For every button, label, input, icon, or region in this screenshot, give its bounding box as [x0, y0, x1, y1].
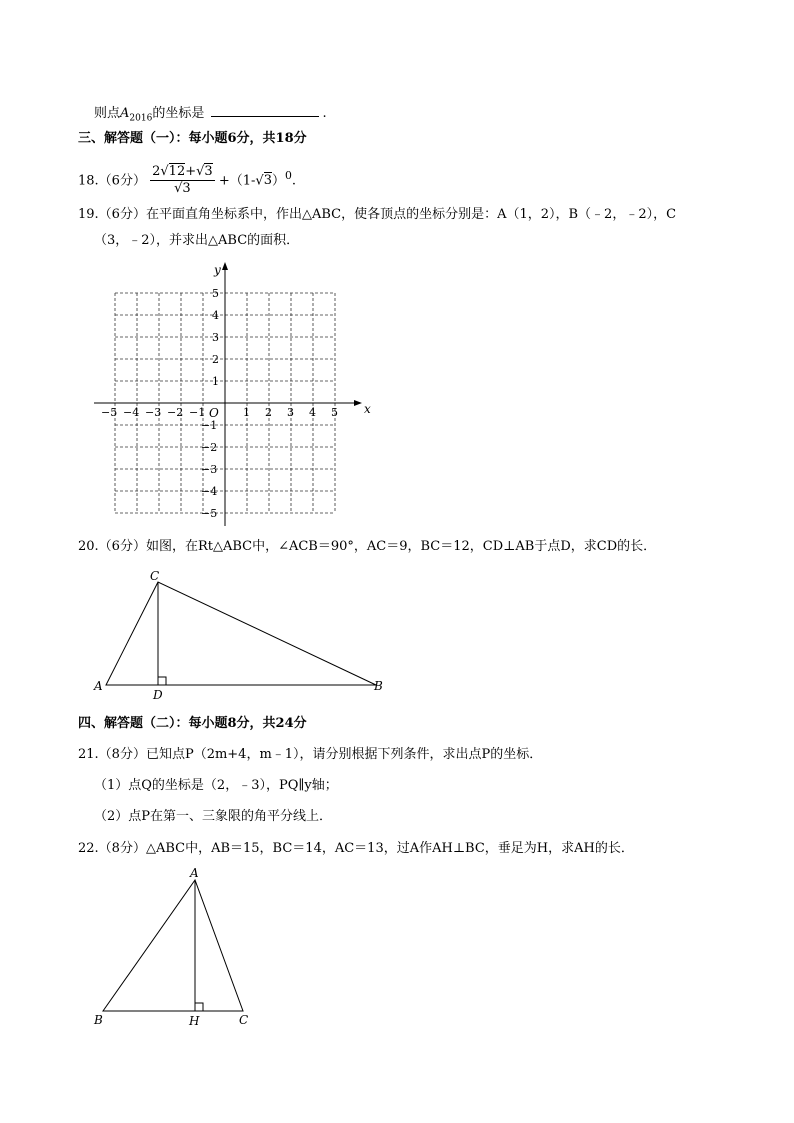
q17-tail: 则点$A_{2016}$的坐标是 . [94, 103, 327, 128]
x-tick-label: 1 [243, 406, 250, 419]
triangle-abc [106, 582, 376, 685]
x-tick-label: 2 [265, 406, 272, 419]
x-tick-label: −1 [189, 406, 206, 419]
x-tick-label: −3 [145, 406, 162, 419]
q18-fraction: $\frac{2√12+√3}{√3}$ [152, 164, 213, 197]
right-angle-mark [158, 677, 166, 685]
y-tick-label: 5 [212, 287, 219, 300]
q20-figure [88, 566, 398, 702]
right-angle-mark-2 [195, 1003, 203, 1011]
label-a-2: A [190, 866, 199, 880]
question-21-part1: （1）点Q的坐标是（2，﹣3），PQ∥y轴； [94, 778, 338, 793]
label-a: A [94, 679, 103, 693]
y-tick-label: 1 [212, 375, 219, 388]
y-tick-label: −5 [201, 507, 218, 520]
question-19-line1: 19.（6分）在平面直角坐标系中，作出△ABC，使各顶点的坐标分别是：A（1，2），B（﹣2，﹣2），C [78, 207, 677, 222]
y-tick-label: 4 [212, 309, 219, 322]
y-tick-label: 3 [212, 331, 219, 344]
section-4-heading: 四、解答题（二）：每小题8分，共24分 [78, 716, 307, 731]
answer-blank[interactable] [211, 103, 319, 117]
x-tick-label: 4 [309, 406, 316, 419]
origin-label: O [209, 406, 219, 420]
question-21-line1: 21.（8分）已知点P（2m+4，m﹣1），请分别根据下列条件，求出点P的坐标． [78, 747, 543, 762]
y-axis-label: y [214, 263, 221, 277]
x-tick-label: −2 [167, 406, 184, 419]
y-axis-arrow [222, 262, 228, 270]
question-18: 18.（6分） $\frac{2√12+√3}{√3}$ $+(1-√3)^0$. [78, 164, 297, 197]
y-tick-label: −1 [201, 419, 218, 432]
question-22: 22.（8分）△ABC中，AB＝15，BC＝14，AC＝13，过A作AH⊥BC，垂足为H，求AH的长． [78, 841, 634, 856]
y-tick-label: −2 [201, 441, 218, 454]
label-h-2: H [189, 1014, 200, 1028]
x-tick-label: 3 [287, 406, 294, 419]
label-c: C [150, 569, 160, 583]
question-19-line2: （3，﹣2），并求出△ABC的面积． [94, 233, 300, 248]
label-d: D [153, 688, 163, 702]
x-tick-label: 5 [331, 406, 338, 419]
x-axis-arrow [354, 400, 362, 406]
label-c-2: C [239, 1013, 249, 1027]
x-tick-label: −5 [101, 406, 118, 419]
y-tick-label: −4 [201, 485, 218, 498]
x-axis-label: x [364, 402, 371, 416]
q22-figure [88, 864, 268, 1034]
coordinate-grid[interactable] [88, 258, 378, 528]
y-tick-label: 2 [212, 353, 219, 366]
label-b-2: B [94, 1013, 103, 1027]
section-3-heading: 三、解答题（一）：每小题6分，共18分 [78, 131, 307, 146]
triangle-abc-2 [103, 880, 243, 1011]
y-tick-label: −3 [201, 463, 218, 476]
x-tick-label: −4 [123, 406, 140, 419]
question-21-part2: （2）点P在第一、三象限的角平分线上． [94, 809, 333, 824]
label-b: B [374, 679, 383, 693]
question-20: 20.（6分）如图，在Rt△ABC中，∠ACB＝90°，AC＝9，BC＝12，CD⊥AB于点D，求CD的长． [78, 539, 657, 554]
